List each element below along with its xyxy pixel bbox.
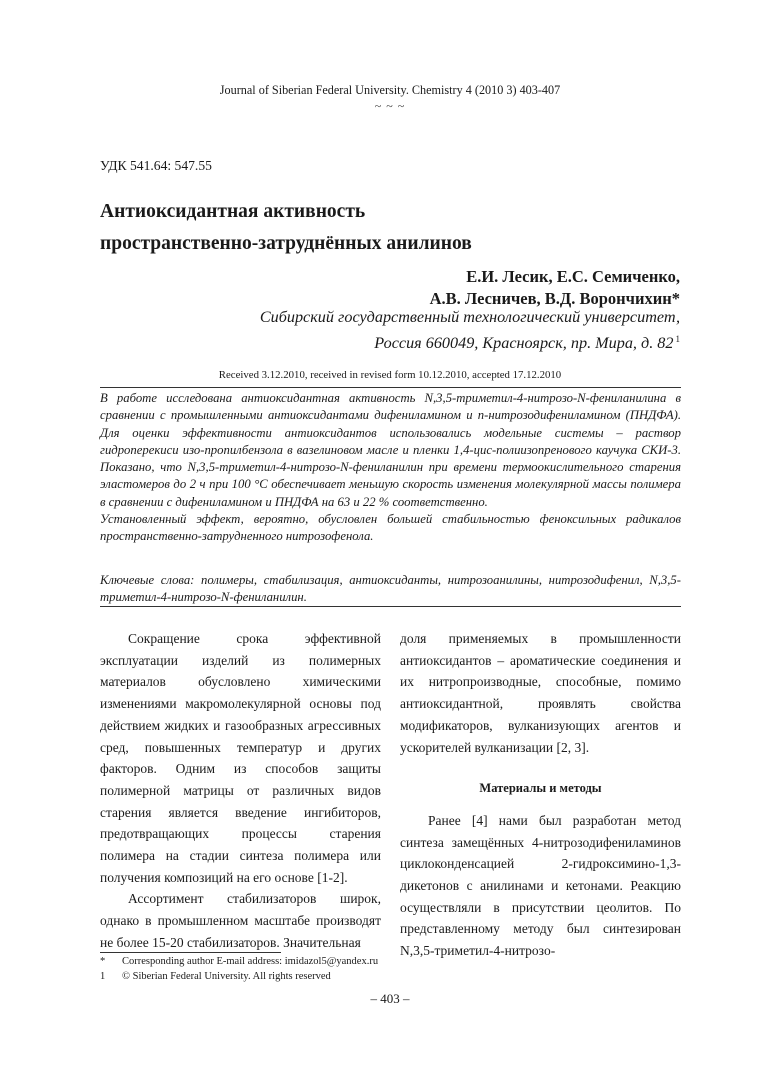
section-heading: Материалы и методы (479, 781, 602, 796)
body-paragraph: доля применяемых в промышленности антиоксидантов – ароматические соединения и их нитропроизводные, способные, помимо антиоксидантной, проявлять свойства модификаторов, вулканизующих агентов и ускорителей вулканизации [2, 3]. (400, 631, 681, 755)
footnotes (100, 954, 378, 984)
abstract-top-rule (100, 387, 681, 388)
body-paragraph: Сокращение срока эффективной эксплуатации изделий из полимерных материалов обусловлено химическими изменениями макромолекулярной основы под действием жидких и газообразных агрессивных сред, повышенных температур и других факторов. Одним из способов защиты полимерной матрицы от различных видов старения является введение ингибиторов, предотвращающих процессы старения полимера на стадии синтеза полимера или получения композиций на его основе [1-2]. (100, 631, 381, 885)
article-title (100, 196, 472, 260)
affiliation (260, 307, 680, 354)
affiliation-address: Россия 660049, Красноярск, пр. Мира, д. 82 (374, 333, 674, 352)
header-ornament: ~ ~ ~ (374, 99, 406, 113)
authors-line: Е.И. Лесик, Е.С. Семиченко, (466, 267, 680, 286)
authors (430, 266, 680, 309)
abstract (100, 390, 681, 546)
received-dates: Received 3.12.2010, received in revised form 10.12.2010, accepted 17.12.2010 (218, 369, 562, 381)
abstract-paragraph: Установленный эффект, вероятно, обусловлен большей стабильностью феноксильных радикалов пространственно-затрудненного нитрозофенола. (100, 512, 681, 544)
footnote-text: Corresponding author E-mail address: imidazol5@yandex.ru (122, 956, 379, 967)
footnote-mark: 1 (100, 971, 106, 982)
affiliation-line: Сибирский государственный технологический университет, (259, 308, 680, 326)
body-paragraph: Ассортимент стабилизаторов широк, однако в промышленном масштабе производят не более 15-20 стабилизаторов. Значительная (100, 891, 381, 950)
affiliation-footnote-mark: 1 (675, 333, 680, 344)
authors-line: А.В. Лесничев, В.Д. Ворончихин* (429, 288, 680, 308)
journal-header: Journal of Siberian Federal University. Chemistry 4 (2010 3) 403-407 (219, 83, 561, 97)
footnote (100, 969, 378, 984)
page-number: – 403 – (370, 991, 410, 1006)
affiliation-line (260, 329, 680, 355)
body-paragraph: Ранее [4] нами был разработан метод синтеза замещённых 4-нитрозодифениламинов циклоконденсацией 2-гидроксимино-1,3-дикетонов с анилинами и кетонами. Реакцию осуществляли в присутствии цеолитов. По представленному методу был синтезирован N,3,5-триметил-4-нитрозо- (400, 812, 681, 959)
footnote-text: © Siberian Federal University. All rights reserved (122, 971, 331, 982)
footnote-rule (100, 952, 281, 953)
keywords: Ключевые слова: полимеры, стабилизация, антиоксиданты, нитрозоанилины, нитрозодифенил, N,3,5-триметил-4-нитрозо-N-фениланилин. (100, 573, 681, 605)
abstract-paragraph: В работе исследована антиоксидантная активность N,3,5-триметил-4-нитрозо-N-фениланилина в сравнении с промышленными антиоксидантами дифениламином и п-нитрозодифениламином (ПНДФА). Для оценки эффективности антиоксидантов использовались модельные системы – раствор гидроперекиси изо-пропилбензола в вазелиновом масле и пленки 1,4-цис-полиизопренового каучука СКИ-3. Показано, что N,3,5-триметил-4-нитрозо-N-фениланилин при времени термоокислительного старения эластомеров до 2 ч при 100 °С обеспечивает меньшую скорость изменения молекулярной массы полимера в сравнении с дифениламином и ПНДФА на 63 и 22 % соответственно. (100, 391, 681, 509)
footnote-mark: * (100, 956, 106, 967)
body-column-left (100, 628, 381, 954)
title-line: Антиоксидантная активность (100, 201, 366, 222)
footnote (100, 954, 378, 969)
udk-code: УДК 541.64: 547.55 (100, 158, 212, 173)
title-line: пространственно-затруднённых анилинов (100, 233, 472, 254)
abstract-bottom-rule (100, 606, 681, 607)
body-column-right (400, 628, 681, 962)
